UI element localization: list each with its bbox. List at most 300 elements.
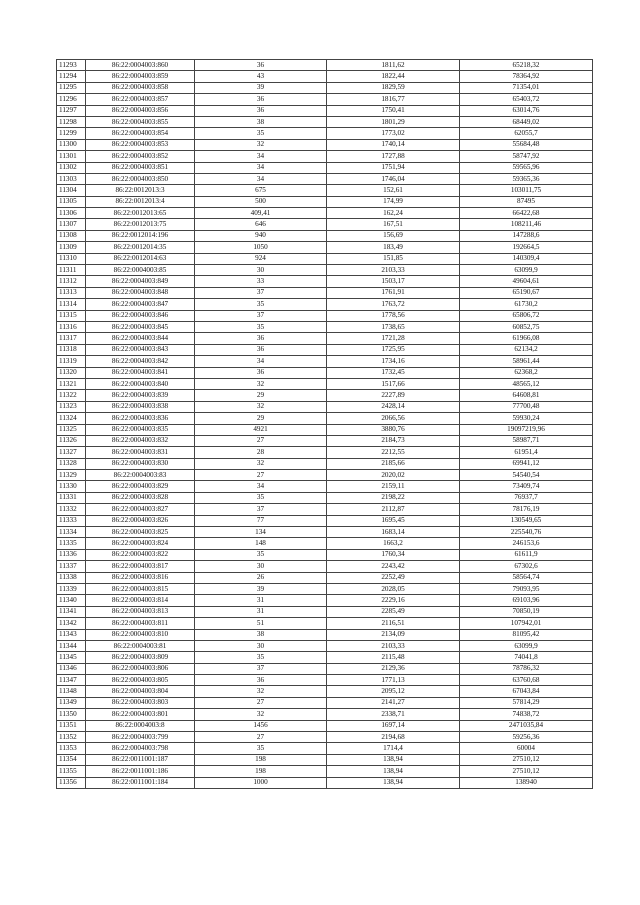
row-number-cell: 11302 (57, 162, 86, 173)
area-cell: 31 (195, 606, 327, 617)
table-row (57, 538, 593, 549)
row-number-cell: 11346 (57, 663, 86, 674)
area-cell: 32 (195, 458, 327, 469)
table-row (57, 356, 593, 367)
area-cell: 39 (195, 583, 327, 594)
cadastral-number-cell: 86:22:0004003:856 (86, 105, 195, 116)
unit-value-cell: 1734,16 (327, 356, 460, 367)
table-row (57, 561, 593, 572)
area-cell: 32 (195, 139, 327, 150)
table-row (57, 675, 593, 686)
table-row (57, 230, 593, 241)
table-row (57, 743, 593, 754)
table-row (57, 82, 593, 93)
cadastral-value-cell: 54540,54 (460, 470, 593, 481)
cadastral-value-cell: 66422,68 (460, 208, 593, 219)
cadastral-value-cell: 65190,67 (460, 287, 593, 298)
unit-value-cell: 1721,28 (327, 333, 460, 344)
row-number-cell: 11330 (57, 481, 86, 492)
table-row (57, 390, 593, 401)
cadastral-value-cell: 140309,4 (460, 253, 593, 264)
area-cell: 39 (195, 82, 327, 93)
cadastral-value-cell: 65806,72 (460, 310, 593, 321)
cadastral-value-cell: 59565,96 (460, 162, 593, 173)
table-row (57, 447, 593, 458)
unit-value-cell: 1663,2 (327, 538, 460, 549)
cadastral-number-cell: 86:22:0004003:816 (86, 572, 195, 583)
table-row (57, 287, 593, 298)
table-row (57, 208, 593, 219)
row-number-cell: 11299 (57, 128, 86, 139)
cadastral-number-cell: 86:22:0004003:836 (86, 413, 195, 424)
cadastral-value-cell: 59365,36 (460, 173, 593, 184)
area-cell: 148 (195, 538, 327, 549)
area-cell: 32 (195, 378, 327, 389)
cadastral-value-cell: 62368,2 (460, 367, 593, 378)
area-cell: 77 (195, 515, 327, 526)
area-cell: 27 (195, 435, 327, 446)
unit-value-cell: 174,99 (327, 196, 460, 207)
unit-value-cell: 1738,65 (327, 321, 460, 332)
row-number-cell: 11313 (57, 287, 86, 298)
cadastral-number-cell: 86:22:0011001:184 (86, 777, 195, 788)
unit-value-cell: 1773,02 (327, 128, 460, 139)
cadastral-value-cell: 59256,36 (460, 732, 593, 743)
table-row (57, 458, 593, 469)
area-cell: 35 (195, 299, 327, 310)
cadastral-value-cell: 63099,9 (460, 265, 593, 276)
cadastral-number-cell: 86:22:0004003:799 (86, 732, 195, 743)
table-row (57, 618, 593, 629)
cadastral-number-cell: 86:22:0012013:3 (86, 185, 195, 196)
table-row (57, 766, 593, 777)
area-cell: 37 (195, 310, 327, 321)
table-row (57, 321, 593, 332)
cadastral-number-cell: 86:22:0004003:860 (86, 60, 195, 71)
row-number-cell: 11334 (57, 527, 86, 538)
area-cell: 4921 (195, 424, 327, 435)
area-cell: 38 (195, 629, 327, 640)
row-number-cell: 11337 (57, 561, 86, 572)
cadastral-value-cell: 58564,74 (460, 572, 593, 583)
cadastral-value-cell: 87495 (460, 196, 593, 207)
row-number-cell: 11296 (57, 94, 86, 105)
unit-value-cell: 1725,95 (327, 344, 460, 355)
cadastral-number-cell: 86:22:0004003:829 (86, 481, 195, 492)
area-cell: 134 (195, 527, 327, 538)
area-cell: 27 (195, 697, 327, 708)
cadastral-value-cell: 61951,4 (460, 447, 593, 458)
table-row (57, 481, 593, 492)
row-number-cell: 11297 (57, 105, 86, 116)
cadastral-value-cell: 63014,76 (460, 105, 593, 116)
unit-value-cell: 2103,33 (327, 265, 460, 276)
area-cell: 198 (195, 754, 327, 765)
cadastral-number-cell: 86:22:0004003:85 (86, 265, 195, 276)
cadastral-number-cell: 86:22:0004003:809 (86, 652, 195, 663)
row-number-cell: 11293 (57, 60, 86, 71)
area-cell: 1456 (195, 720, 327, 731)
row-number-cell: 11345 (57, 652, 86, 663)
cadastral-number-cell: 86:22:0004003:850 (86, 173, 195, 184)
area-cell: 27 (195, 470, 327, 481)
row-number-cell: 11310 (57, 253, 86, 264)
unit-value-cell: 1695,45 (327, 515, 460, 526)
cadastral-number-cell: 86:22:0004003:853 (86, 139, 195, 150)
area-cell: 36 (195, 60, 327, 71)
cadastral-value-cell: 60004 (460, 743, 593, 754)
unit-value-cell: 1816,77 (327, 94, 460, 105)
unit-value-cell: 2159,11 (327, 481, 460, 492)
unit-value-cell: 1778,56 (327, 310, 460, 321)
cadastral-value-cell: 81095,42 (460, 629, 593, 640)
area-cell: 32 (195, 709, 327, 720)
cadastral-value-cell: 58987,71 (460, 435, 593, 446)
cadastral-value-cell: 60852,75 (460, 321, 593, 332)
cadastral-number-cell: 86:22:0004003:832 (86, 435, 195, 446)
row-number-cell: 11307 (57, 219, 86, 230)
table-row (57, 640, 593, 651)
area-cell: 30 (195, 640, 327, 651)
unit-value-cell: 2028,05 (327, 583, 460, 594)
cadastral-value-cell: 130549,65 (460, 515, 593, 526)
unit-value-cell: 162,24 (327, 208, 460, 219)
cadastral-number-cell: 86:22:0004003:845 (86, 321, 195, 332)
area-cell: 32 (195, 401, 327, 412)
area-cell: 1000 (195, 777, 327, 788)
unit-value-cell: 2185,66 (327, 458, 460, 469)
cadastral-value-cell: 63099,9 (460, 640, 593, 651)
area-cell: 198 (195, 766, 327, 777)
table-row (57, 60, 593, 71)
cadastral-number-cell: 86:22:0004003:806 (86, 663, 195, 674)
table-row (57, 94, 593, 105)
table-row (57, 242, 593, 253)
table-row (57, 515, 593, 526)
cadastral-number-cell: 86:22:0004003:824 (86, 538, 195, 549)
table-body (57, 60, 593, 789)
cadastral-value-cell: 2471035,84 (460, 720, 593, 731)
area-cell: 29 (195, 413, 327, 424)
row-number-cell: 11352 (57, 732, 86, 743)
cadastral-number-cell: 86:22:0004003:858 (86, 82, 195, 93)
table-row (57, 139, 593, 150)
table-row (57, 219, 593, 230)
unit-value-cell: 2134,09 (327, 629, 460, 640)
cadastral-value-cell: 67043,84 (460, 686, 593, 697)
row-number-cell: 11308 (57, 230, 86, 241)
row-number-cell: 11316 (57, 321, 86, 332)
unit-value-cell: 1740,14 (327, 139, 460, 150)
cadastral-number-cell: 86:22:0012013:65 (86, 208, 195, 219)
area-cell: 27 (195, 732, 327, 743)
cadastral-number-cell: 86:22:0004003:810 (86, 629, 195, 640)
row-number-cell: 11319 (57, 356, 86, 367)
table-row (57, 71, 593, 82)
cadastral-value-cell: 147288,6 (460, 230, 593, 241)
unit-value-cell: 2194,68 (327, 732, 460, 743)
cadastral-number-cell: 86:22:0004003:825 (86, 527, 195, 538)
table-row (57, 424, 593, 435)
row-number-cell: 11305 (57, 196, 86, 207)
cadastral-number-cell: 86:22:0004003:838 (86, 401, 195, 412)
row-number-cell: 11306 (57, 208, 86, 219)
unit-value-cell: 2066,56 (327, 413, 460, 424)
cadastral-number-cell: 86:22:0004003:839 (86, 390, 195, 401)
row-number-cell: 11324 (57, 413, 86, 424)
cadastral-number-cell: 86:22:0004003:83 (86, 470, 195, 481)
area-cell: 29 (195, 390, 327, 401)
row-number-cell: 11354 (57, 754, 86, 765)
table-row (57, 583, 593, 594)
area-cell: 500 (195, 196, 327, 207)
area-cell: 34 (195, 481, 327, 492)
area-cell: 32 (195, 686, 327, 697)
cadastral-number-cell: 86:22:0004003:822 (86, 549, 195, 560)
cadastral-number-cell: 86:22:0004003:846 (86, 310, 195, 321)
area-cell: 35 (195, 652, 327, 663)
table-row (57, 116, 593, 127)
table-row (57, 367, 593, 378)
cadastral-value-cell: 65218,32 (460, 60, 593, 71)
cadastral-number-cell: 86:22:0012014:196 (86, 230, 195, 241)
unit-value-cell: 2103,33 (327, 640, 460, 651)
row-number-cell: 11336 (57, 549, 86, 560)
table-row (57, 196, 593, 207)
area-cell: 37 (195, 287, 327, 298)
cadastral-number-cell: 86:22:0004003:804 (86, 686, 195, 697)
cadastral-value-cell: 103011,75 (460, 185, 593, 196)
cadastral-number-cell: 86:22:0004003:843 (86, 344, 195, 355)
unit-value-cell: 1801,29 (327, 116, 460, 127)
cadastral-number-cell: 86:22:0004003:854 (86, 128, 195, 139)
row-number-cell: 11328 (57, 458, 86, 469)
area-cell: 37 (195, 504, 327, 515)
area-cell: 28 (195, 447, 327, 458)
cadastral-number-cell: 86:22:0004003:801 (86, 709, 195, 720)
unit-value-cell: 138,94 (327, 754, 460, 765)
table-row (57, 709, 593, 720)
unit-value-cell: 1697,14 (327, 720, 460, 731)
cadastral-value-cell: 64608,81 (460, 390, 593, 401)
row-number-cell: 11332 (57, 504, 86, 515)
cadastral-value-cell: 74041,8 (460, 652, 593, 663)
row-number-cell: 11304 (57, 185, 86, 196)
table-row (57, 732, 593, 743)
table-row (57, 128, 593, 139)
row-number-cell: 11295 (57, 82, 86, 93)
unit-value-cell: 1811,62 (327, 60, 460, 71)
cadastral-value-cell: 68449,02 (460, 116, 593, 127)
unit-value-cell: 138,94 (327, 777, 460, 788)
cadastral-number-cell: 86:22:0004003:831 (86, 447, 195, 458)
row-number-cell: 11347 (57, 675, 86, 686)
row-number-cell: 11340 (57, 595, 86, 606)
cadastral-number-cell: 86:22:0004003:847 (86, 299, 195, 310)
unit-value-cell: 138,94 (327, 766, 460, 777)
table-row (57, 265, 593, 276)
table-row (57, 652, 593, 663)
table-row (57, 572, 593, 583)
area-cell: 35 (195, 743, 327, 754)
row-number-cell: 11311 (57, 265, 86, 276)
cadastral-value-cell: 57814,29 (460, 697, 593, 708)
cadastral-value-cell: 48565,12 (460, 378, 593, 389)
table-row (57, 413, 593, 424)
cadastral-value-cell: 59930,24 (460, 413, 593, 424)
cadastral-value-cell: 69103,96 (460, 595, 593, 606)
unit-value-cell: 2285,49 (327, 606, 460, 617)
unit-value-cell: 1503,17 (327, 276, 460, 287)
row-number-cell: 11348 (57, 686, 86, 697)
cadastral-value-cell: 49604,61 (460, 276, 593, 287)
table-row (57, 276, 593, 287)
cadastral-value-cell: 77700,48 (460, 401, 593, 412)
unit-value-cell: 2252,49 (327, 572, 460, 583)
row-number-cell: 11335 (57, 538, 86, 549)
cadastral-value-cell: 74838,72 (460, 709, 593, 720)
unit-value-cell: 1829,59 (327, 82, 460, 93)
row-number-cell: 11353 (57, 743, 86, 754)
unit-value-cell: 1760,34 (327, 549, 460, 560)
table-row (57, 595, 593, 606)
area-cell: 33 (195, 276, 327, 287)
cadastral-number-cell: 86:22:0004003:840 (86, 378, 195, 389)
cadastral-value-cell: 192664,5 (460, 242, 593, 253)
unit-value-cell: 1714,4 (327, 743, 460, 754)
table-row (57, 629, 593, 640)
row-number-cell: 11322 (57, 390, 86, 401)
unit-value-cell: 1822,44 (327, 71, 460, 82)
row-number-cell: 11341 (57, 606, 86, 617)
area-cell: 34 (195, 162, 327, 173)
cadastral-value-cell: 225540,76 (460, 527, 593, 538)
cadastral-number-cell: 86:22:0012014:35 (86, 242, 195, 253)
table-row (57, 697, 593, 708)
row-number-cell: 11327 (57, 447, 86, 458)
row-number-cell: 11294 (57, 71, 86, 82)
table-row (57, 151, 593, 162)
cadastral-number-cell: 86:22:0012013:4 (86, 196, 195, 207)
unit-value-cell: 1750,41 (327, 105, 460, 116)
area-cell: 940 (195, 230, 327, 241)
row-number-cell: 11338 (57, 572, 86, 583)
cadastral-value-cell: 70850,19 (460, 606, 593, 617)
cadastral-number-cell: 86:22:0004003:848 (86, 287, 195, 298)
cadastral-value-cell: 58961,44 (460, 356, 593, 367)
row-number-cell: 11318 (57, 344, 86, 355)
unit-value-cell: 2227,89 (327, 390, 460, 401)
cadastral-number-cell: 86:22:0004003:815 (86, 583, 195, 594)
area-cell: 36 (195, 344, 327, 355)
cadastral-number-cell: 86:22:0004003:855 (86, 116, 195, 127)
cadastral-value-cell: 58747,92 (460, 151, 593, 162)
unit-value-cell: 1727,88 (327, 151, 460, 162)
row-number-cell: 11339 (57, 583, 86, 594)
row-number-cell: 11321 (57, 378, 86, 389)
area-cell: 36 (195, 333, 327, 344)
unit-value-cell: 152,61 (327, 185, 460, 196)
cadastral-value-cell: 107942,01 (460, 618, 593, 629)
cadastral-number-cell: 86:22:0004003:851 (86, 162, 195, 173)
cadastral-value-cell: 27510,12 (460, 754, 593, 765)
table-row (57, 777, 593, 788)
cadastral-value-cell: 138940 (460, 777, 593, 788)
unit-value-cell: 2428,14 (327, 401, 460, 412)
row-number-cell: 11320 (57, 367, 86, 378)
unit-value-cell: 2141,27 (327, 697, 460, 708)
table-row (57, 435, 593, 446)
table-row (57, 754, 593, 765)
row-number-cell: 11356 (57, 777, 86, 788)
cadastral-number-cell: 86:22:0004003:830 (86, 458, 195, 469)
table-row (57, 527, 593, 538)
table-row (57, 310, 593, 321)
cadastral-value-cell: 79093,95 (460, 583, 593, 594)
area-cell: 35 (195, 492, 327, 503)
cadastral-value-cell: 78176,19 (460, 504, 593, 515)
row-number-cell: 11349 (57, 697, 86, 708)
unit-value-cell: 1683,14 (327, 527, 460, 538)
unit-value-cell: 1763,72 (327, 299, 460, 310)
row-number-cell: 11301 (57, 151, 86, 162)
area-cell: 36 (195, 105, 327, 116)
cadastral-number-cell: 86:22:0004003:805 (86, 675, 195, 686)
cadastral-number-cell: 86:22:0004003:814 (86, 595, 195, 606)
unit-value-cell: 2338,71 (327, 709, 460, 720)
row-number-cell: 11325 (57, 424, 86, 435)
cadastral-number-cell: 86:22:0004003:841 (86, 367, 195, 378)
cadastral-value-cell: 19097219,96 (460, 424, 593, 435)
cadastral-value-cell: 61730,2 (460, 299, 593, 310)
row-number-cell: 11315 (57, 310, 86, 321)
cadastral-number-cell: 86:22:0004003:849 (86, 276, 195, 287)
unit-value-cell: 2112,87 (327, 504, 460, 515)
unit-value-cell: 2095,12 (327, 686, 460, 697)
table-row (57, 492, 593, 503)
unit-value-cell: 1732,45 (327, 367, 460, 378)
cadastral-value-cell: 61966,08 (460, 333, 593, 344)
unit-value-cell: 167,51 (327, 219, 460, 230)
row-number-cell: 11303 (57, 173, 86, 184)
cadastral-value-table (56, 59, 593, 789)
unit-value-cell: 2184,73 (327, 435, 460, 446)
table-row (57, 401, 593, 412)
row-number-cell: 11331 (57, 492, 86, 503)
area-cell: 34 (195, 356, 327, 367)
cadastral-value-cell: 27510,12 (460, 766, 593, 777)
cadastral-value-cell: 62055,7 (460, 128, 593, 139)
cadastral-number-cell: 86:22:0004003:827 (86, 504, 195, 515)
row-number-cell: 11300 (57, 139, 86, 150)
unit-value-cell: 156,69 (327, 230, 460, 241)
table-row (57, 606, 593, 617)
cadastral-value-cell: 62134,2 (460, 344, 593, 355)
row-number-cell: 11355 (57, 766, 86, 777)
cadastral-number-cell: 86:22:0011001:186 (86, 766, 195, 777)
area-cell: 31 (195, 595, 327, 606)
row-number-cell: 11343 (57, 629, 86, 640)
cadastral-number-cell: 86:22:0004003:828 (86, 492, 195, 503)
cadastral-number-cell: 86:22:0004003:844 (86, 333, 195, 344)
table-row (57, 185, 593, 196)
row-number-cell: 11326 (57, 435, 86, 446)
area-cell: 35 (195, 128, 327, 139)
cadastral-value-cell: 76937,7 (460, 492, 593, 503)
cadastral-number-cell: 86:22:0004003:817 (86, 561, 195, 572)
area-cell: 675 (195, 185, 327, 196)
row-number-cell: 11333 (57, 515, 86, 526)
